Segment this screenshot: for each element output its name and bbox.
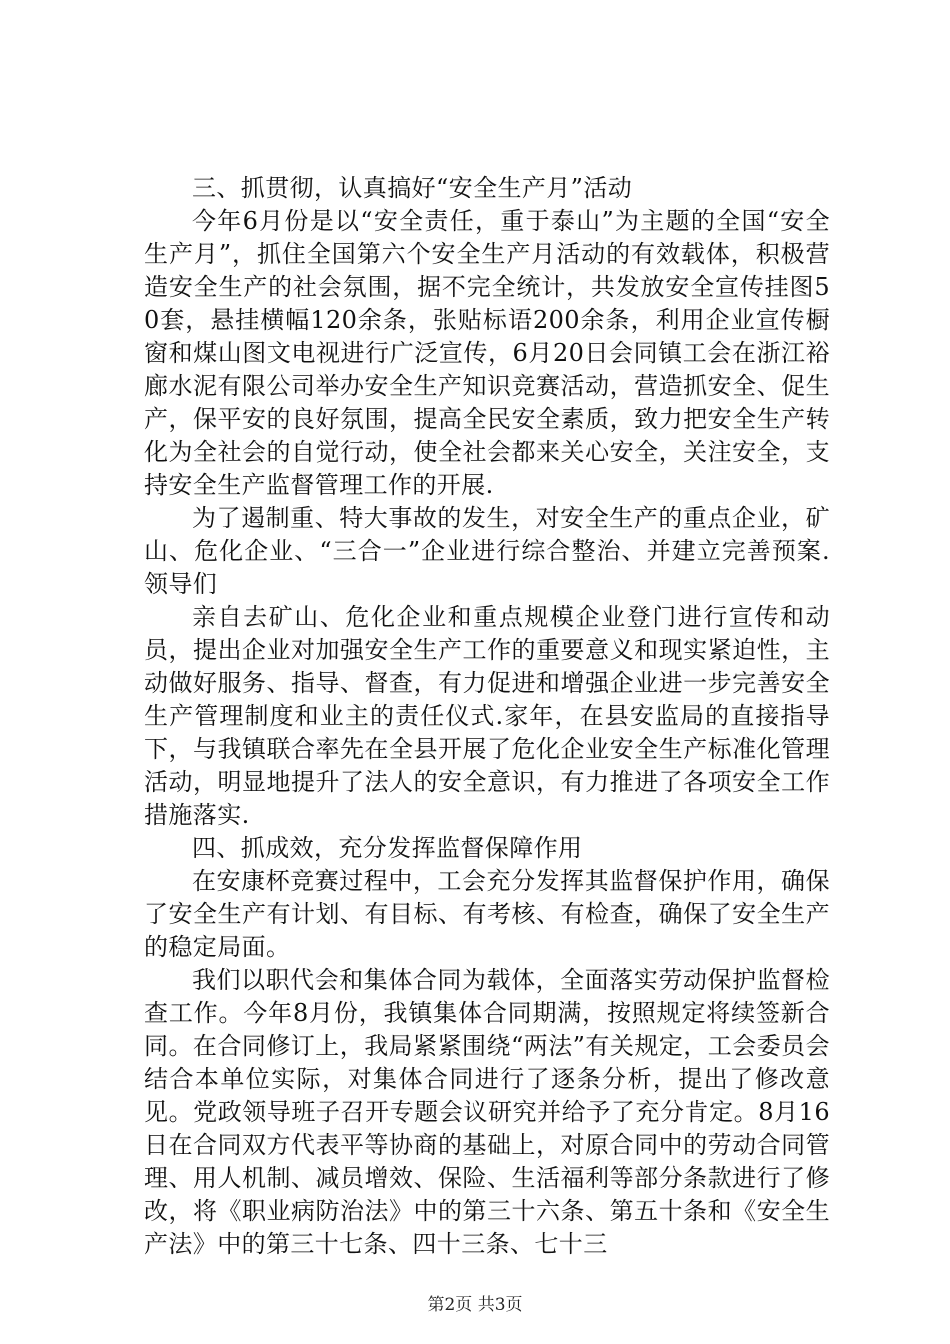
paragraph-ankang-cup: 在安康杯竞赛过程中，工会充分发挥其监督保护作用，确保了安全生产有计划、有目标、有考核、有检查，确保了安全生产的稳定局面。 [144,867,830,961]
section-heading-3: 三、抓贯彻，认真搞好“安全生产月”活动 [192,174,633,202]
document-body [144,172,830,1261]
paragraph-leadership-visits: 亲自去矿山、危化企业和重点规模企业登门进行宣传和动员，提出企业对加强安全生产工作的重要意义和现实紧迫性，主动做好服务、指导、督查，有力促进和增强企业进一步完善安全生产管理制度和业主的责任仪式.家年，在县安监局的直接指导下，与我镇联合率先在全县开展了危化企业安全生产标准化管理活动，明显地提升了法人的安全意识，有力推进了各项安全工作措施落实. [144,603,830,829]
section-heading-4: 四、抓成效，充分发挥监督保障作用 [192,834,583,862]
page-number-footer: 第2页 共3页 [427,1295,523,1315]
paragraph-accident-prevention: 为了遏制重、特大事故的发生，对安全生产的重点企业，矿山、危化企业、“三合一”企业进行综合整治、并建立完善预案.领导们 [144,504,830,598]
paragraph-collective-contract: 我们以职代会和集体合同为载体，全面落实劳动保护监督检查工作。今年8月份，我镇集体合同期满，按照规定将续签新合同。在合同修订上，我局紧紧围绕“两法”有关规定，工会委员会结合本单位实际，对集体合同进行了逐条分析，提出了修改意见。党政领导班子召开专题会议研究并给予了充分肯定。8月16日在合同双方代表平等协商的基础上，对原合同中的劳动合同管理、用人机制、减员增效、保险、生活福利等部分条款进行了修改，将《职业病防治法》中的第三十六条、第五十条和《安全生产法》中的第三十七条、四十三条、七十三 [144,966,830,1258]
paragraph-safety-month: 今年6月份是以“安全责任，重于泰山”为主题的全国“安全生产月”，抓住全国第六个安全生产月活动的有效载体，积极营造安全生产的社会氛围，据不完全统计，共发放安全宣传挂图50套，悬挂横幅120余条，张贴标语200余条，利用企业宣传橱窗和煤山图文电视进行广泛宣传，6月20日会同镇工会在浙江裕廊水泥有限公司举办安全生产知识竞赛活动，营造抓安全、促生产，保平安的良好氛围，提高全民安全素质，致力把安全生产转化为全社会的自觉行动，使全社会都来关心安全，关注安全，支持安全生产监督管理工作的开展. [144,207,830,499]
